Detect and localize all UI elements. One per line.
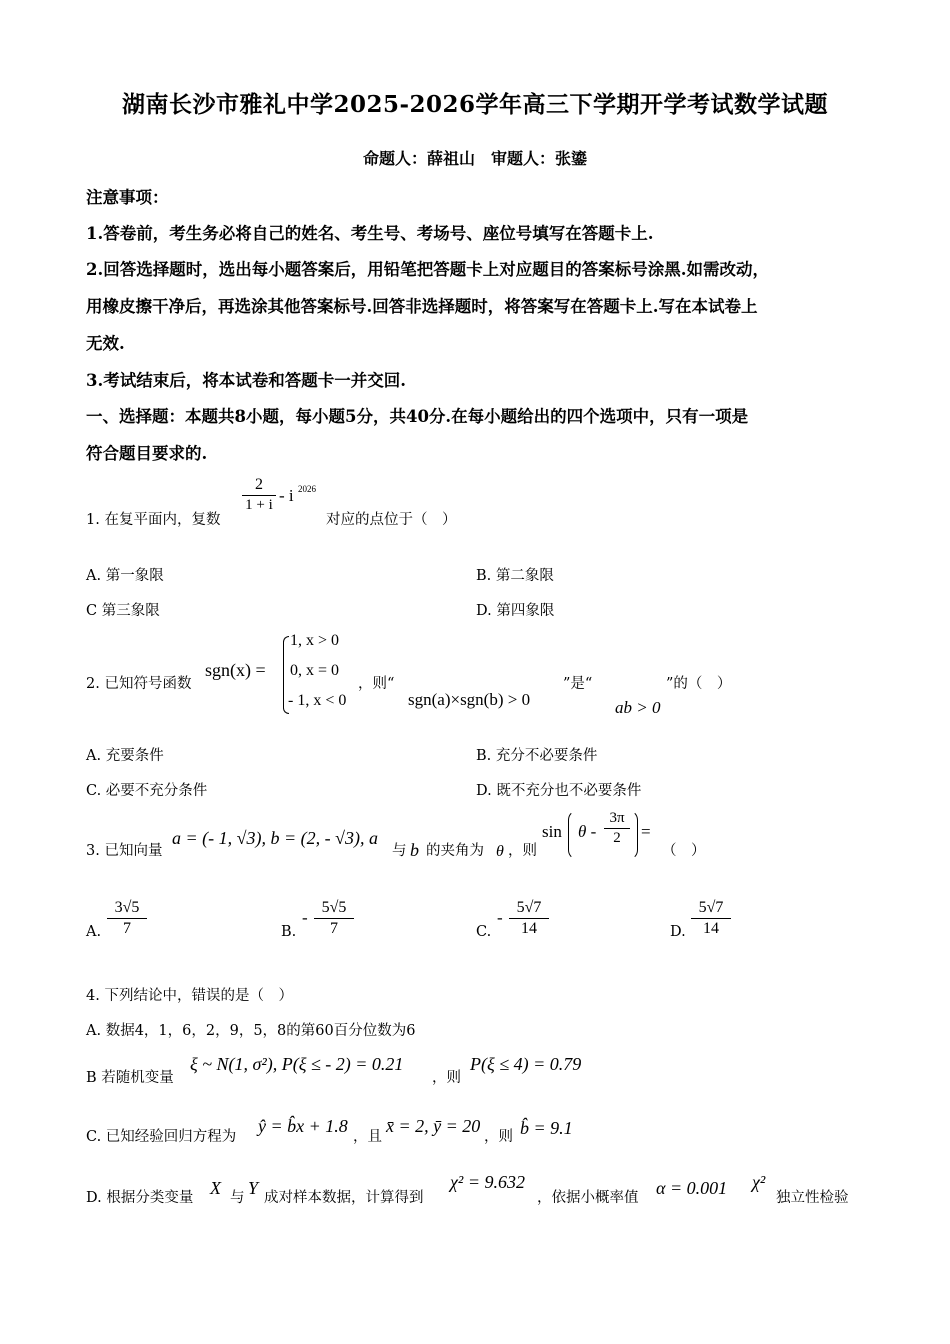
q1-option-d: D. 第四象限 xyxy=(476,603,555,619)
q4-option-b-then: ，则 xyxy=(432,1070,461,1086)
section1-line-2: 符合题目要求的. xyxy=(86,444,208,463)
q3-sin: sin xyxy=(542,822,562,841)
q4-option-d-x: X xyxy=(210,1178,221,1198)
q2-case-3: - 1, x < 0 xyxy=(288,692,347,709)
q4-option-d-math-2: α = 0.001 xyxy=(656,1178,728,1198)
q4-option-c-then: ，则 xyxy=(484,1129,513,1145)
q3-option-d-fraction xyxy=(691,899,731,938)
q3-tail: （ ） xyxy=(662,843,706,859)
q3-option-b-den: 7 xyxy=(330,920,338,937)
q1-fraction xyxy=(242,476,276,514)
q3-option-c-fraction xyxy=(509,899,549,938)
q1-exponent: 2026 xyxy=(298,484,316,494)
q1-frac-num: 2 xyxy=(255,476,263,493)
q3-fraction xyxy=(604,810,630,847)
notice-line-2c: 无效. xyxy=(86,334,125,353)
q3-option-a-fraction xyxy=(107,899,147,938)
q4-option-d-math-3: χ² xyxy=(752,1172,766,1192)
q3-stem-d: ，则 xyxy=(508,843,537,859)
q3-option-a-num: 3√5 xyxy=(114,899,140,916)
q3-stem-a: 3. 已知向量 xyxy=(86,843,163,859)
q4-option-d-math-1: χ² = 9.632 xyxy=(450,1172,525,1192)
q3-option-d-num: 5√7 xyxy=(698,899,724,916)
q4-option-d-text-b: 与 xyxy=(230,1190,245,1206)
section1-line-1: 一、选择题：本题共8小题，每小题5分，共40分.在每小题给出的四个选项中，只有一项是 xyxy=(86,407,749,426)
q2-case-2: 0, x = 0 xyxy=(290,662,340,679)
q2-case-1: 1, x > 0 xyxy=(290,632,340,649)
notice-line-3: 3.考试结束后，将本试卷和答题卡一并交回. xyxy=(86,371,406,390)
q4-option-d-y: Y xyxy=(248,1178,259,1198)
q2-option-a: A. 充要条件 xyxy=(86,748,164,764)
q3-option-b-num: 5√5 xyxy=(321,899,347,916)
q2-stem-a: 2. 已知符号函数 xyxy=(86,676,192,692)
q3-inner: θ - xyxy=(578,822,597,841)
q3-vectors: a = (- 1, √3), b = (2, - √3), a xyxy=(172,828,379,848)
q4-option-d-text-a: D. 根据分类变量 xyxy=(86,1190,194,1206)
notice-line-1: 1.答卷前，考生务必将自己的姓名、考生号、考场号、座位号填写在答题卡上. xyxy=(86,224,654,243)
q2-stem-d: ”的（ ） xyxy=(666,676,732,692)
q1-option-a: A. 第一象限 xyxy=(86,568,164,584)
q4-option-c-text: C. 已知经验回归方程为 xyxy=(86,1129,237,1145)
q3-option-b-sign: - xyxy=(302,908,308,927)
q3-option-b-label: B. xyxy=(281,924,297,940)
q3-vector-b: b xyxy=(410,840,419,860)
q4-option-b-math-1: ξ ~ N(1, σ²), P(ξ ≤ - 2) = 0.21 xyxy=(190,1054,404,1074)
q3-option-d-label: D. xyxy=(670,924,686,940)
q1-option-b: B. 第二象限 xyxy=(476,568,554,584)
q3-option-c-num: 5√7 xyxy=(516,899,542,916)
q4-stem: 4. 下列结论中，错误的是（ ） xyxy=(86,988,293,1004)
q4-option-d-text-e: 独立性检验 xyxy=(776,1190,849,1206)
q4-option-c-math-1: ŷ = b̂x + 1.8 xyxy=(258,1116,348,1136)
q1-option-c: C 第三象限 xyxy=(86,603,160,619)
q2-func: sgn(x) = xyxy=(205,660,266,680)
author-line: 命题人：薛祖山 审题人：张鎏 xyxy=(362,149,587,168)
q4-option-c-math-3: b̂ = 9.1 xyxy=(520,1118,573,1138)
q4-option-a: A. 数据4，1，6，2，9，5，8的第60百分位数为6 xyxy=(86,1023,416,1039)
q4-option-c-and: ，且 xyxy=(353,1129,382,1145)
q3-equals: = xyxy=(641,822,651,841)
q2-cond-2: ab > 0 xyxy=(615,698,661,717)
notice-heading: 注意事项： xyxy=(86,188,169,207)
q2-stem-b: ，则“ xyxy=(358,676,395,692)
q3-option-c-den: 14 xyxy=(521,920,537,937)
q1-minus-i: - i xyxy=(279,486,294,505)
q3-option-c-sign: - xyxy=(497,908,503,927)
q3-option-d-den: 14 xyxy=(703,920,719,937)
q3-option-a-label: A. xyxy=(86,924,102,940)
q4-option-c-math-2: x̄ = 2, ȳ = 20 xyxy=(386,1116,481,1136)
q4-option-d-text-d: ，依据小概率值 xyxy=(537,1190,639,1206)
q3-theta: θ xyxy=(496,843,504,860)
q3-frac-den: 2 xyxy=(613,830,621,846)
q3-frac-num: 3π xyxy=(609,810,625,826)
q3-option-a-den: 7 xyxy=(123,920,131,937)
q4-option-b-math-2: P(ξ ≤ 4) = 0.79 xyxy=(470,1054,582,1074)
q2-option-c: C. 必要不充分条件 xyxy=(86,783,208,799)
q3-option-c-label: C. xyxy=(476,924,492,940)
q2-stem-c: ”是“ xyxy=(563,676,593,692)
q2-option-b: B. 充分不必要条件 xyxy=(476,748,598,764)
notice-line-2b: 用橡皮擦干净后，再选涂其他答案标号.回答非选择题时，将答案写在答题卡上.写在本试卷上 xyxy=(86,297,758,316)
q3-stem-b: 与 xyxy=(392,843,407,859)
q1-frac-den: 1 + i xyxy=(245,497,273,513)
q4-option-d-text-c: 成对样本数据，计算得到 xyxy=(264,1190,424,1206)
notice-line-2a: 2.回答选择题时，选出每小题答案后，用铅笔把答题卡上对应题目的答案标号涂黑.如需改动， xyxy=(86,260,769,279)
q3-option-b-fraction xyxy=(314,899,354,938)
q2-option-d: D. 既不充分也不必要条件 xyxy=(476,783,642,799)
q4-option-b-text: B 若随机变量 xyxy=(86,1070,174,1086)
page-title: 湖南长沙市雅礼中学2025-2026学年高三下学期开学考试数学试题 xyxy=(121,91,829,118)
q1-stem-a: 1. 在复平面内，复数 xyxy=(86,512,221,528)
q1-stem-b: 对应的点位于（ ） xyxy=(326,512,457,528)
q3-stem-c: 的夹角为 xyxy=(426,843,484,859)
q2-cond-1: sgn(a)×sgn(b) > 0 xyxy=(408,690,531,709)
